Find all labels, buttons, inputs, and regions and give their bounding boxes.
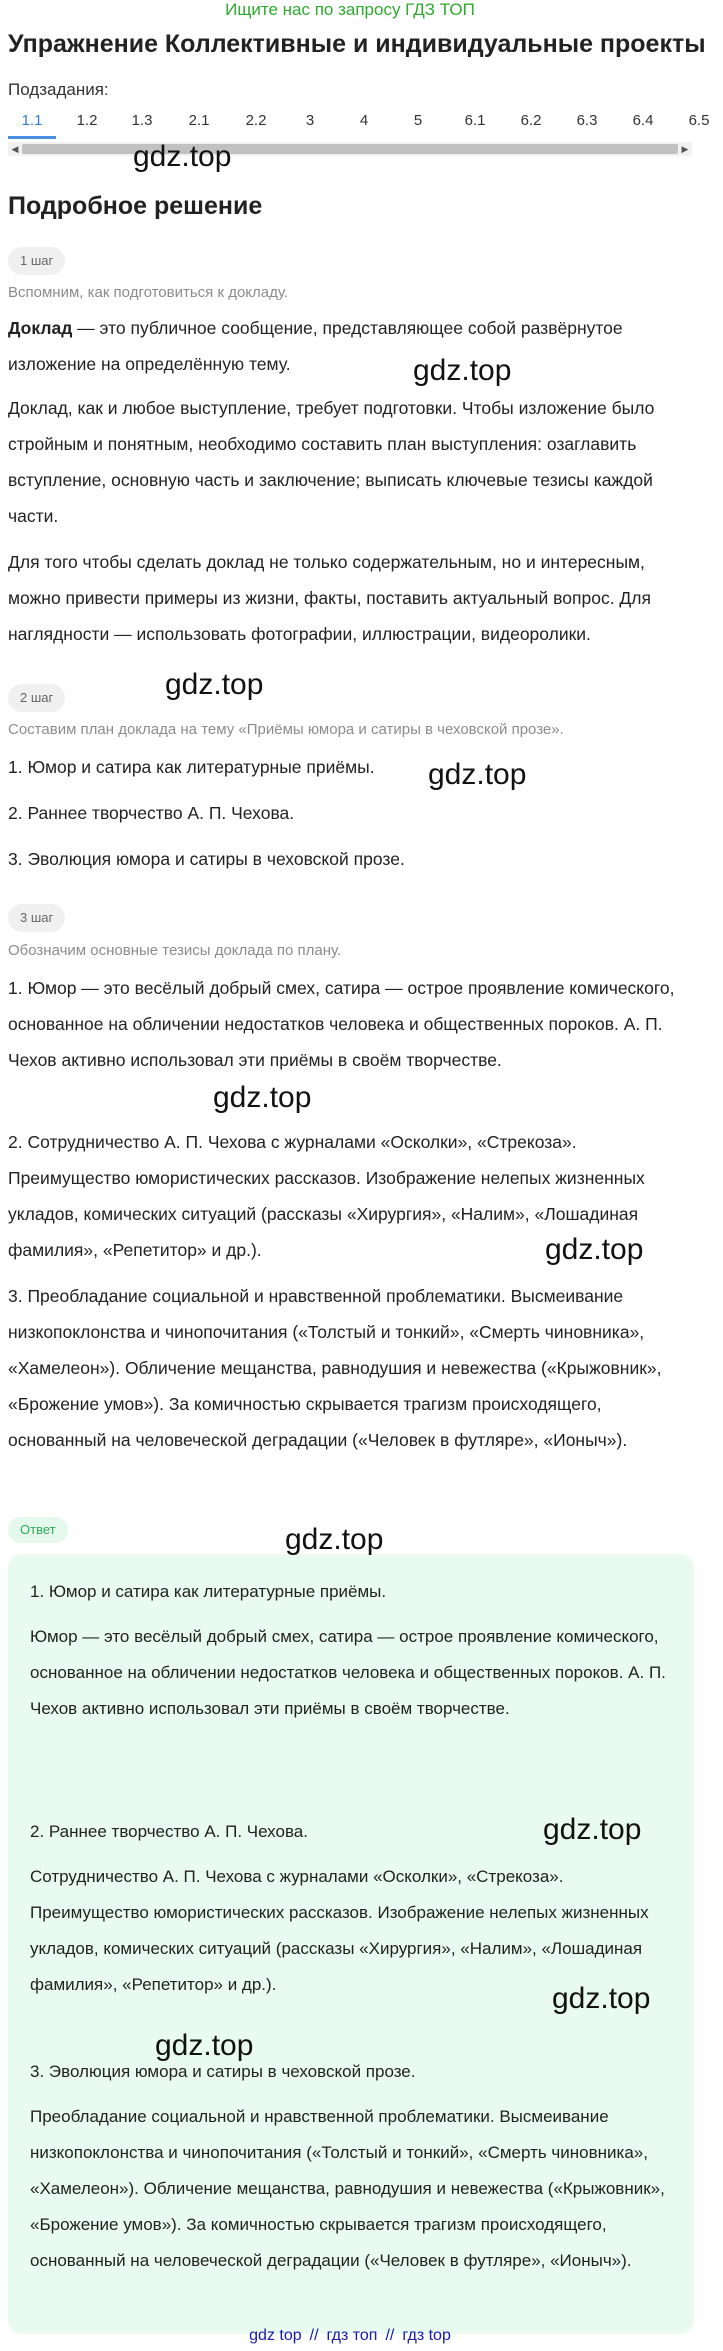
watermark: gdz.top [155,2029,254,2062]
step-paragraph [8,310,692,382]
watermark: gdz.top [133,140,232,173]
footer-link[interactable]: gdz top [249,2327,302,2344]
tab-2-1[interactable]: 2.1 [188,112,210,129]
definition-term: Доклад [8,318,73,338]
step-paragraph: Доклад, как и любое выступление, требует подготовки. Чтобы изложение было стройным и понятным, необходимо составить план выступления: озаглавить вступление, основную часть и заключение; выписать ключевые тезисы каждой части. [8,398,655,526]
watermark: gdz.top [413,354,512,387]
step-badge: 2 шаг [8,684,65,712]
tab-5[interactable]: 5 [413,112,423,129]
step-intro: Вспомним, как подготовиться к докладу. [8,284,289,301]
answer-heading: 2. Раннее творчество А. П. Чехова. [30,1822,308,1841]
tab-6-4[interactable]: 6.4 [632,112,654,129]
footer-links [0,2326,700,2351]
section-title: Подробное решение [8,192,263,220]
plan-item: 2. Раннее творчество А. П. Чехова. [8,803,295,823]
step-intro: Составим план доклада на тему «Приёмы юмора и сатиры в чеховской прозе». [8,721,564,738]
tab-6-3[interactable]: 6.3 [576,112,598,129]
triangle-left-icon[interactable]: ◀ [11,144,19,154]
answer-heading: 1. Юмор и сатира как литературные приёмы. [30,1582,387,1601]
answer-text: Преобладание социальной и нравственной проблематики. Высмеивание низкопоклонства и чинопочитания («Толстый и тонкий», «Смерть чиновника», «Хамелеон»). Обличение мещанства, равнодушия и невежества («Крыжовник», «Брожение умов»). За комичностью скрывается трагизм происходящего, основанный на человеческой деградации («Человек в футляре», «Ионыч»). [30,2107,665,2270]
tab-6-1[interactable]: 6.1 [464,112,486,129]
watermark: gdz.top [545,1233,644,1266]
footer-link[interactable]: гдз топ [326,2327,378,2344]
answer-badge: Ответ [8,1517,68,1543]
tab-1-1[interactable]: 1.1 [8,108,56,138]
watermark: gdz.top [543,1813,642,1846]
tabs-scrollbar[interactable] [8,142,692,156]
active-tab-indicator [8,136,56,139]
step-badge: 3 шаг [8,904,65,932]
answer-text: Юмор — это весёлый добрый смех, сатира — острое проявление комического, основанное на обличении недостатков человека и общественных пороков. А. П. Чехов активно использовал эти приёмы в своём творчестве. [30,1627,666,1718]
page-title: Упражнение Коллективные и индивидуальные проекты [8,30,706,58]
subtask-tabs [8,108,710,160]
tab-6-5[interactable]: 6.5 [688,112,710,129]
step-intro: Обозначим основные тезисы доклада по плану. [8,942,342,959]
plan-item: 3. Эволюция юмора и сатиры в чеховской прозе. [8,849,405,869]
triangle-right-icon[interactable]: ▶ [681,144,689,154]
footer-separator: // [385,2327,395,2344]
step-badge: 1 шаг [8,247,65,275]
top-banner: Ищите нас по запросу ГДЗ ТОП [225,0,475,19]
step-paragraph: Для того чтобы сделать доклад не только содержательным, но и интересным, можно привести примеры из жизни, факты, поставить актуальный вопрос. Для наглядности — использовать фотографии, иллюстрации, видеоролики. [8,552,651,644]
tab-3[interactable]: 3 [305,112,315,129]
footer-link[interactable]: гдз top [402,2327,451,2344]
watermark: gdz.top [428,758,527,791]
tab-1-3[interactable]: 1.3 [131,112,153,129]
thesis-item: 2. Сотрудничество А. П. Чехова с журналами «Осколки», «Стрекоза». Преимущество юмористических рассказов. Изображение нелепых жизненных укладов, комических ситуаций (рассказы «Хирургия», «Налим», «Лошадиная фамилия», «Репетитор» и др.). [8,1132,645,1260]
tab-1-2[interactable]: 1.2 [76,112,98,129]
tab-2-2[interactable]: 2.2 [245,112,267,129]
watermark: gdz.top [552,1982,651,2015]
thesis-item: 1. Юмор — это весёлый добрый смех, сатира — острое проявление комического, основанное на обличении недостатков человека и общественных пороков. А. П. Чехов активно использовал эти приёмы в своём творчестве. [8,978,675,1070]
footer-separator: // [309,2327,319,2344]
answer-box [8,1554,694,2334]
watermark: gdz.top [213,1081,312,1114]
tab-6-2[interactable]: 6.2 [520,112,542,129]
thesis-item: 3. Преобладание социальной и нравственной проблематики. Высмеивание низкопоклонства и чинопочитания («Толстый и тонкий», «Смерть чиновника», «Хамелеон»). Обличение мещанства, равнодушия и невежества («Крыжовник», «Брожение умов»). За комичностью скрывается трагизм происходящего, основанный на человеческой деградации («Человек в футляре», «Ионыч»). [8,1286,662,1450]
definition-text: — это публичное сообщение, представляющее собой развёрнутое изложение на определённую тему. [8,318,623,374]
answer-text: Сотрудничество А. П. Чехова с журналами «Осколки», «Стрекоза». Преимущество юмористических рассказов. Изображение нелепых жизненных укладов, комических ситуаций (рассказы «Хирургия», «Налим», «Лошадиная фамилия», «Репетитор» и др.). [30,1867,649,1994]
subtasks-label: Подзадания: [8,80,109,99]
tab-4[interactable]: 4 [359,112,369,129]
answer-heading: 3. Эволюция юмора и сатиры в чеховской прозе. [30,2062,416,2081]
watermark: gdz.top [285,1523,384,1556]
watermark: gdz.top [165,668,264,701]
scrollbar-thumb[interactable] [22,144,678,154]
plan-item: 1. Юмор и сатира как литературные приёмы. [8,757,375,777]
